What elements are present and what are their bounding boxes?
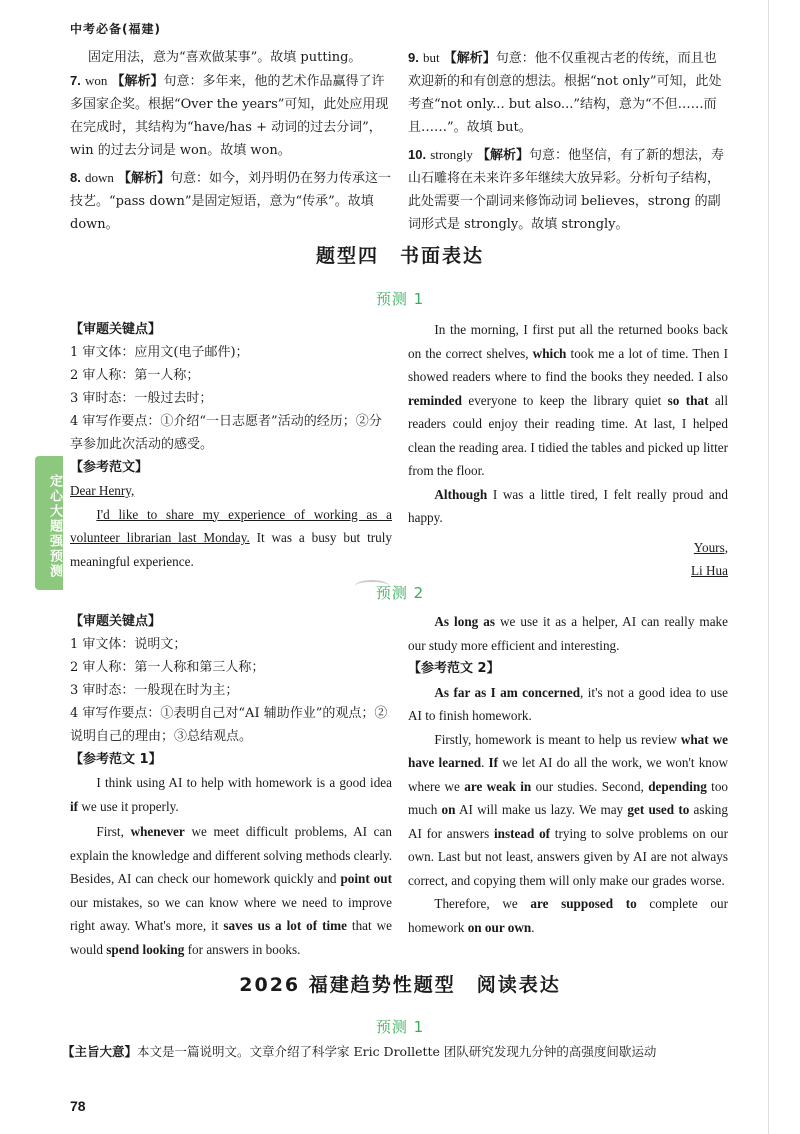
point2-4: 4 审写作要点：①表明自己对“AI 辅助作业”的观点；②说明自己的理由；③总结观点。 [70, 706, 388, 744]
item6-tail: 固定用法，意为“喜欢做某事”。故填 putting。 [88, 50, 362, 65]
predict2-label: 预测 2 [375, 584, 425, 602]
greeting: Dear Henry, [70, 483, 135, 498]
sample1-header: 【参考范文 1】 [70, 752, 162, 767]
running-header: 中考必备(福建) [70, 22, 161, 36]
section4-title: 题型四 书面表达 [315, 245, 484, 267]
point-4: 4 审写作要点：①介绍“一日志愿者”活动的经历；②分享参加此次活动的感受。 [70, 414, 382, 452]
para3: Although I was a little tired, I felt really proud and happy. [408, 486, 728, 525]
para2: In the morning, I first put all the returned books back on the correct shelves, which took me a lot of time. Then I showed readers where to find the books they needed. I also reminded everyone to keep the library quiet so that all readers could enjoy their reading time. At last, I helped clean the reading area. I tidied the tables and picked up litter from the floor. [408, 322, 729, 478]
sample2-para3: Therefore, we are supposed to complete our homework on our own. [408, 896, 728, 935]
item9: 9. but 【解析】句意：他不仅重视古老的传统，而且也欢迎新的和有创意的想法。根据“not only”可知，此处考查“not only... but also...”结构，意为“不但……而且……”。故填 but。 [408, 50, 722, 135]
point2-2: 2 审人称：第一人称和第三人称； [70, 660, 265, 675]
sample2-para2: Firstly, homework is meant to help us review what we have learned. If we let AI do all the work, we won't know where we are weak in our studies. Second, depending too much on AI will make us lazy. We may get used to asking AI for answers instead of trying to solve problems on our own. Last but not least, answers given by AI are not always correct, and copying them will only make our grades worse. [408, 731, 729, 888]
trend-main-idea: 【主旨大意】本文是一篇说明文。文章介绍了科学家 Eric Drollette 团队研究发现九分钟的高强度间歇运动 [62, 1044, 657, 1059]
sample1-conclusion: As long as we use it as a helper, AI can really make our study more efficient and interesting. [408, 614, 728, 653]
predict1-right [408, 318, 728, 583]
predict2-left [70, 610, 392, 961]
page-number: 78 [70, 1098, 86, 1114]
point-3: 3 审时态：一般过去时； [70, 391, 213, 406]
point-2: 2 审人称：第一人称； [70, 368, 200, 383]
trend-predict1-label: 预测 1 [375, 1018, 425, 1036]
predict2-right [408, 610, 728, 939]
closing: Yours, [693, 539, 728, 555]
sample2-header: 【参考范文 2】 [408, 661, 500, 676]
sample1-essay: I think using AI to help with homework is a good idea if we use it properly. First, whenever we meet difficult problems, AI can explain the knowledge and different solving methods clearly. Besides, AI can check our homework quickly and point out our mistakes, so we can know where we need to improve right away. What's more, it saves us a lot of time that we would spend looking for answers in books. [70, 775, 393, 957]
trend-section-title: 2026 福建趋势性题型 阅读表达 [239, 974, 561, 996]
sample-header: 【参考范文】 [70, 460, 149, 475]
predict1-left [70, 318, 392, 573]
point2-1: 1 审文体：说明文； [70, 637, 187, 652]
para1-rest: It was a busy but truly meaningful experience. [70, 530, 392, 569]
side-tab: 定心大题强预测 [35, 456, 63, 590]
sample2-para1: As far as I am concerned, it's not a good idea to use AI to finish homework. [408, 684, 728, 723]
signature: Li Hua [691, 563, 728, 578]
page-edge [768, 0, 769, 1134]
point-1: 1 审文体：应用文(电子邮件)； [70, 345, 249, 360]
point2-3: 3 审时态：一般现在时为主； [70, 683, 239, 698]
item8: 8. down 【解析】句意：如今，刘丹明仍在努力传承这一技艺。“pass down”是固定短语，意为“传承”。故填 down。 [70, 170, 392, 232]
item7: 7. won 【解析】句意：多年来，他的艺术作品赢得了许多国家企奖。根据“Over the years”可知，此处应用现在完成时，其结构为“have/has + 动词的过去分词”，win 的过去分词是 won。故填 won。 [70, 73, 389, 158]
top-left-column [70, 46, 392, 236]
key-points-header-2: 【审题关键点】 [70, 614, 162, 629]
predict1-label: 预测 1 [375, 290, 425, 308]
top-right-column [408, 46, 728, 236]
item10: 10. strongly 【解析】句意：他坚信，有了新的想法，寿山石雕将在未来许多年继续大放异彩。分析句子结构，此处需要一个副词来修饰动词 believes，strong 的副词形式是 strongly。故填 strongly。 [408, 147, 725, 232]
key-points-header: 【审题关键点】 [70, 322, 162, 337]
para1-underlined: I'd like to share my experience of working as a volunteer librarian last Monday. [70, 506, 392, 545]
predict1-essay-left [70, 479, 392, 573]
